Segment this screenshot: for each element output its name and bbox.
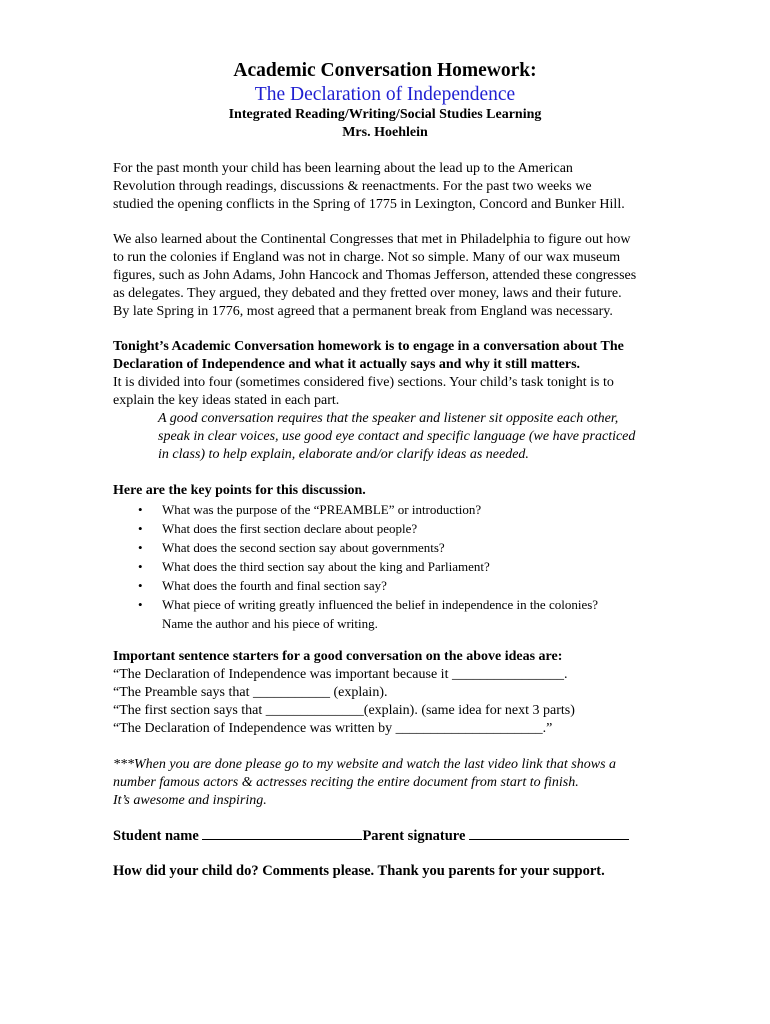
- congress-line: to run the colonies if England was not in charge. Not so simple. Many of our wax museum: [113, 250, 621, 265]
- document-title: Academic Conversation Homework:: [233, 60, 537, 81]
- intro-line: studied the opening conflicts in the Spring of 1775 in Lexington, Concord and Bunker Hill.: [113, 197, 625, 212]
- document-subtitle: The Declaration of Independence: [254, 84, 516, 105]
- closing-line: It’s awesome and inspiring.: [113, 793, 267, 808]
- note-line: in class) to help explain, elaborate and/or clarify ideas as needed.: [158, 447, 529, 462]
- closing-line: ***When you are done please go to my website and watch the last video link that shows a: [113, 757, 617, 772]
- starter-line: “The first section says that ______________(explain). (same idea for next 3 parts): [113, 703, 575, 718]
- key-points-list: [113, 500, 693, 633]
- congress-line: figures, such as John Adams, John Hancock and Thomas Jefferson, attended these congresses: [113, 268, 637, 283]
- closing-note: [113, 756, 693, 810]
- starters-heading: Important sentence starters for a good conversation on the above ideas are:: [113, 649, 563, 664]
- congress-line: By late Spring in 1776, most agreed that a permanent break from England was necessary.: [113, 304, 613, 319]
- task-paragraph: [113, 338, 693, 410]
- intro-paragraph: [113, 160, 693, 214]
- bullet-icon: •: [138, 521, 143, 536]
- key-points-heading: Here are the key points for this discussion.: [113, 483, 366, 498]
- parent-signature-line[interactable]: [469, 826, 629, 840]
- list-item-continuation: Name the author and his piece of writing.: [162, 616, 378, 631]
- task-bold-line: Declaration of Independence and what it actually says and why it still matters.: [113, 357, 581, 372]
- note-line: A good conversation requires that the speaker and listener sit opposite each other,: [158, 411, 619, 426]
- intro-line: For the past month your child has been learning about the lead up to the American: [113, 161, 573, 176]
- task-line: It is divided into four (sometimes considered five) sections. Your child’s task tonight is to: [113, 375, 614, 390]
- bullet-icon: •: [138, 540, 143, 555]
- conversation-note: [158, 410, 698, 464]
- starters-list: [113, 666, 693, 738]
- list-item: [113, 519, 693, 538]
- list-item-text: What does the second section say about governments?: [162, 540, 445, 555]
- list-item: [113, 595, 693, 633]
- congress-line: as delegates. They argued, they debated and they fretted over money, laws and their future.: [113, 286, 622, 301]
- student-name-label: Student name: [113, 828, 199, 844]
- teacher-name: Mrs. Hoehlein: [342, 125, 428, 140]
- student-name-line[interactable]: [202, 826, 362, 840]
- list-item: [113, 576, 693, 595]
- closing-line: number famous actors & actresses reciting the entire document from start to finish.: [113, 775, 579, 790]
- list-item: [113, 538, 693, 557]
- list-item-text: What piece of writing greatly influenced the belief in independence in the colonies?: [162, 597, 599, 612]
- list-item-text: What does the fourth and final section say?: [162, 578, 387, 593]
- note-line: speak in clear voices, use good eye contact and specific language (we have practiced: [158, 429, 636, 444]
- task-line: explain the key ideas stated in each part.: [113, 393, 340, 408]
- congress-paragraph: [113, 231, 693, 321]
- list-item-text: What does the third section say about the king and Parliament?: [162, 559, 490, 574]
- congress-line: We also learned about the Continental Congresses that met in Philadelphia to figure out how: [113, 232, 631, 247]
- comments-request: How did your child do? Comments please. Thank you parents for your support.: [113, 863, 605, 879]
- list-item: [113, 557, 693, 576]
- bullet-icon: •: [138, 597, 143, 612]
- starter-line: “The Declaration of Independence was important because it ________________.: [113, 667, 568, 682]
- signature-row: [113, 826, 629, 845]
- program-name: Integrated Reading/Writing/Social Studies Learning: [228, 107, 542, 122]
- bullet-icon: •: [138, 559, 143, 574]
- list-item-text: What does the first section declare about people?: [162, 521, 418, 536]
- list-item-text: What was the purpose of the “PREAMBLE” or introduction?: [162, 502, 482, 517]
- starter-line: “The Preamble says that ___________ (explain).: [113, 685, 388, 700]
- list-item: [113, 500, 693, 519]
- task-bold-line: Tonight’s Academic Conversation homework is to engage in a conversation about The: [113, 339, 624, 354]
- parent-signature-label: Parent signature: [362, 828, 466, 844]
- starter-line: “The Declaration of Independence was written by _____________________.”: [113, 721, 553, 736]
- bullet-icon: •: [138, 578, 143, 593]
- bullet-icon: •: [138, 502, 143, 517]
- intro-line: Revolution through readings, discussions & reenactments. For the past two weeks we: [113, 179, 592, 194]
